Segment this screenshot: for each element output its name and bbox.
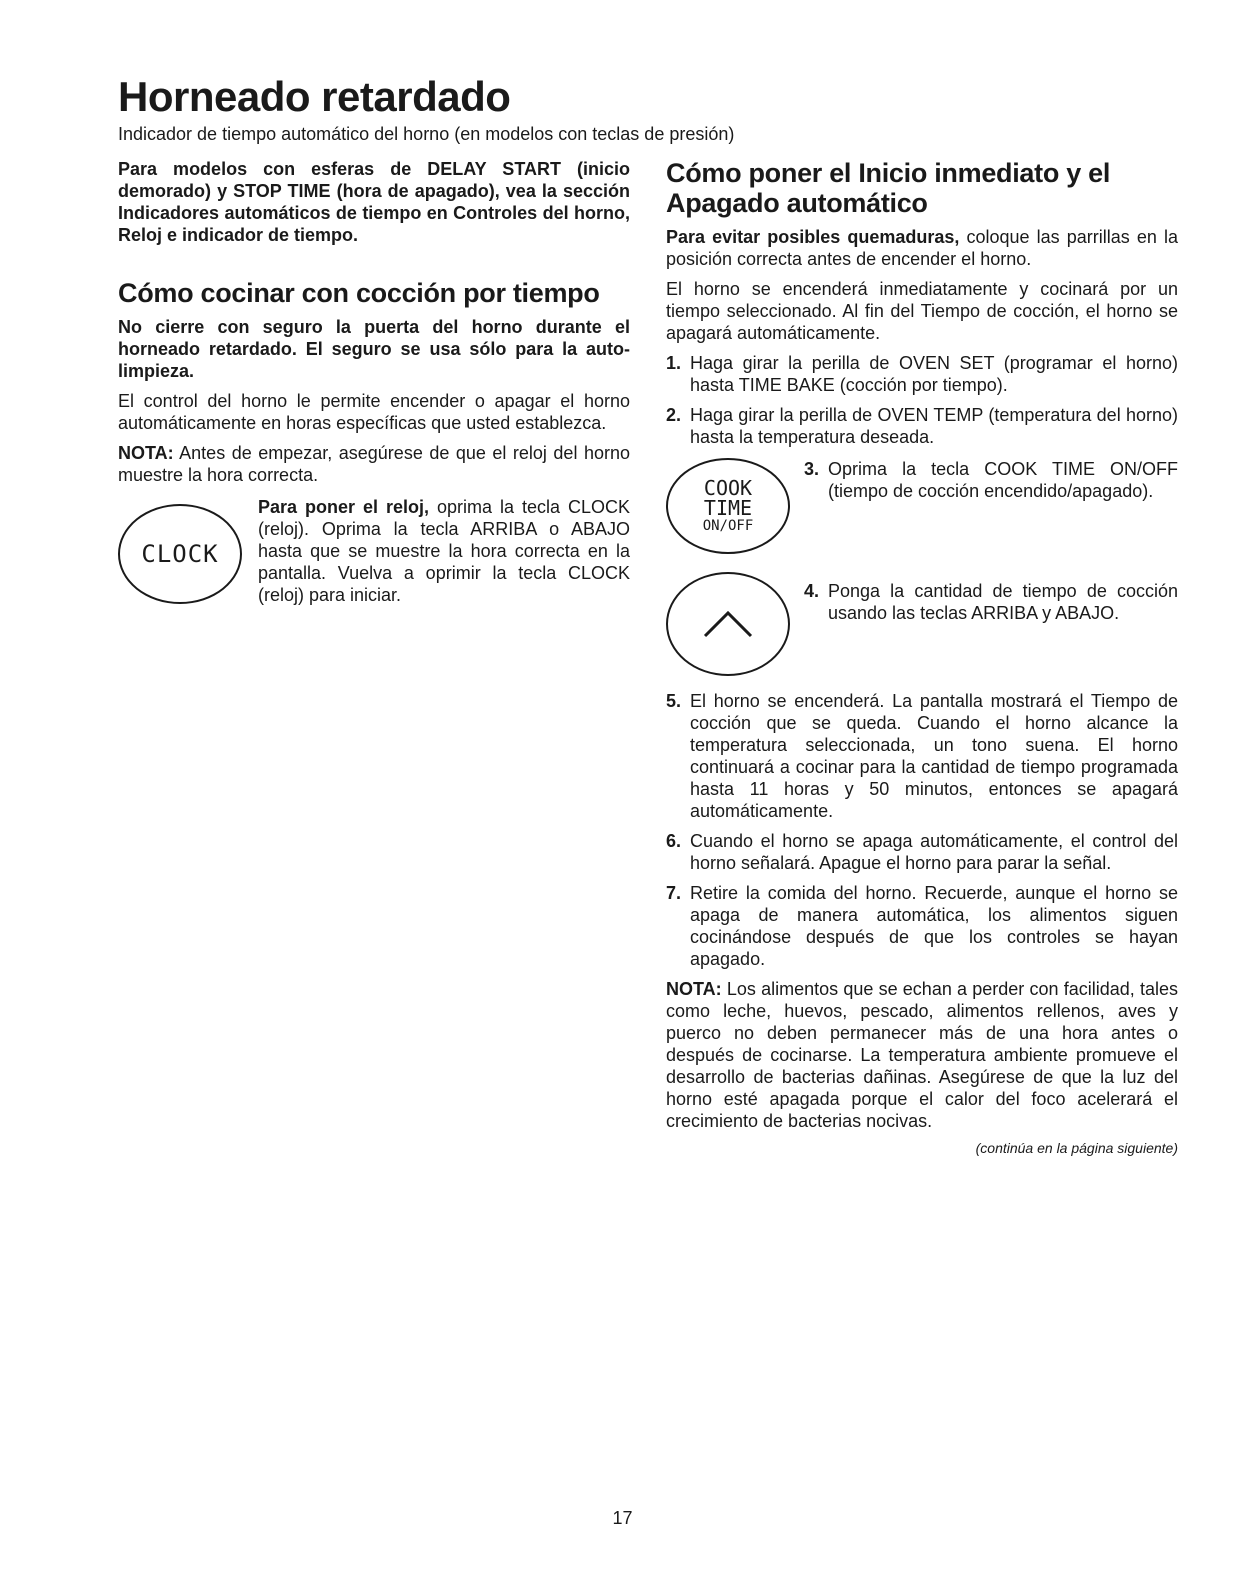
step-text: Cuando el horno se apaga automáticamente, el control del horno señalará. Apague el horno para parar la señal. bbox=[690, 831, 1178, 873]
note-label: NOTA: bbox=[666, 979, 722, 999]
note-label: NOTA: bbox=[118, 443, 174, 463]
cook-time-instruction bbox=[666, 458, 1178, 554]
step-text: Oprima la tecla COOK TIME ON/OFF (tiempo de cocción encendido/apagado). bbox=[828, 459, 1178, 501]
clock-instruction-lead: Para poner el reloj, bbox=[258, 497, 430, 517]
clock-key-icon bbox=[118, 504, 242, 604]
page-number: 17 bbox=[612, 1508, 633, 1528]
step-number: 4. bbox=[804, 581, 820, 601]
up-arrow-key-icon bbox=[666, 572, 790, 676]
step-number: 3. bbox=[804, 459, 820, 479]
up-arrow-icon bbox=[701, 609, 755, 639]
list-item bbox=[666, 404, 1178, 448]
clock-instruction-text bbox=[258, 496, 630, 606]
delay-start-intro: Para modelos con esferas de DELAY START (inicio demorado) y STOP TIME (hora de apagado), vea la sección Indicadores automáticos de tiempo en Controles del horno, Reloj e indicador de tiempo. bbox=[118, 159, 630, 245]
step-text: Haga girar la perilla de OVEN TEMP (temperatura del horno) hasta la temperatura deseada. bbox=[690, 405, 1178, 447]
step-number: 5. bbox=[666, 691, 682, 711]
step-text: Haga girar la perilla de OVEN SET (programar el horno) hasta TIME BAKE (cocción por tiempo). bbox=[690, 353, 1178, 395]
safety-note bbox=[666, 226, 1178, 270]
step-number: 2. bbox=[666, 405, 682, 425]
auto-control-paragraph: El control del horno le permite encender o apagar el horno automáticamente en horas específicas que usted establezca. bbox=[118, 391, 630, 433]
step-number: 6. bbox=[666, 831, 682, 851]
cook-key-line2: TIME bbox=[703, 496, 753, 520]
clock-key-label: CLOCK bbox=[141, 540, 219, 568]
immediate-start-heading: Cómo poner el Inicio inmediato y el Apagado automático bbox=[666, 158, 1111, 218]
clock-instruction bbox=[118, 496, 630, 614]
list-item bbox=[666, 352, 1178, 396]
list-item bbox=[666, 882, 1178, 970]
step-text: Ponga la cantidad de tiempo de cocción usando las teclas ARRIBA y ABAJO. bbox=[828, 581, 1178, 623]
cook-time-key-icon bbox=[666, 458, 790, 554]
time-bake-heading: Cómo cocinar con cocción por tiempo bbox=[118, 278, 600, 308]
list-item bbox=[666, 690, 1178, 822]
arrow-instruction bbox=[666, 572, 1178, 676]
step-number: 1. bbox=[666, 353, 682, 373]
page-subtitle: Indicador de tiempo automático del horno (en modelos con teclas de presión) bbox=[118, 124, 735, 144]
clock-note bbox=[118, 442, 630, 486]
door-lock-warning: No cierre con seguro la puerta del horno durante el horneado retardado. El seguro se usa sólo para la auto-limpieza. bbox=[118, 317, 630, 381]
clock-instruction-body: oprima la tecla CLOCK (reloj). Oprima la tecla ARRIBA o ABAJO hasta que se muestre la hora correcta en la pantalla. Vuelva a oprimir la tecla CLOCK (reloj) para iniciar. bbox=[258, 497, 631, 605]
right-column bbox=[666, 158, 1178, 1156]
note-text: Los alimentos que se echan a perder con facilidad, tales como leche, huevos, pescado, alimentos rellenos, aves y puerco no deben permanecer más de una hora antes o después de cocinarse. La temperatura ambiente promueve el desarrollo de bacterias dañinas. Asegúrese de que la luz del horno esté apagada porque el calor del foco acelerará el crecimiento de bacterias nocivas. bbox=[666, 979, 1178, 1131]
step-4 bbox=[804, 580, 1178, 624]
food-safety-note bbox=[666, 978, 1178, 1132]
continued-note: (continúa en la página siguiente) bbox=[975, 1140, 1178, 1156]
steps-bottom-list bbox=[666, 690, 1178, 970]
left-column bbox=[118, 158, 630, 614]
immediate-start-paragraph: El horno se encenderá inmediatamente y cocinará por un tiempo seleccionado. Al fin del Tiempo de cocción, el horno se apagará automáticamente. bbox=[666, 279, 1178, 343]
list-item bbox=[666, 830, 1178, 874]
safety-lead: Para evitar posibles quemaduras, bbox=[666, 227, 960, 247]
safety-text: coloque las parrillas en la posición correcta antes de encender el horno. bbox=[666, 227, 1178, 269]
step-3 bbox=[804, 458, 1178, 502]
page-title: Horneado retardado bbox=[118, 73, 511, 120]
cook-key-line3: ON/OFF bbox=[702, 518, 754, 534]
steps-top-list bbox=[666, 352, 1178, 448]
step-number: 7. bbox=[666, 883, 682, 903]
note-text: Antes de empezar, asegúrese de que el reloj del horno muestre la hora correcta. bbox=[118, 443, 630, 485]
step-text: Retire la comida del horno. Recuerde, aunque el horno se apaga de manera automática, los alimentos siguen cocinándose después de que los controles se hayan apagado. bbox=[690, 883, 1178, 969]
cook-key-line1: COOK bbox=[703, 476, 753, 500]
step-text: El horno se encenderá. La pantalla mostrará el Tiempo de cocción que se queda. Cuando el horno alcance la temperatura seleccionada, un tono suena. El horno continuará a cocinar para la cantidad de tiempo programada hasta 11 horas y 50 minutos, entonces se apagará automáticamente. bbox=[690, 691, 1178, 821]
